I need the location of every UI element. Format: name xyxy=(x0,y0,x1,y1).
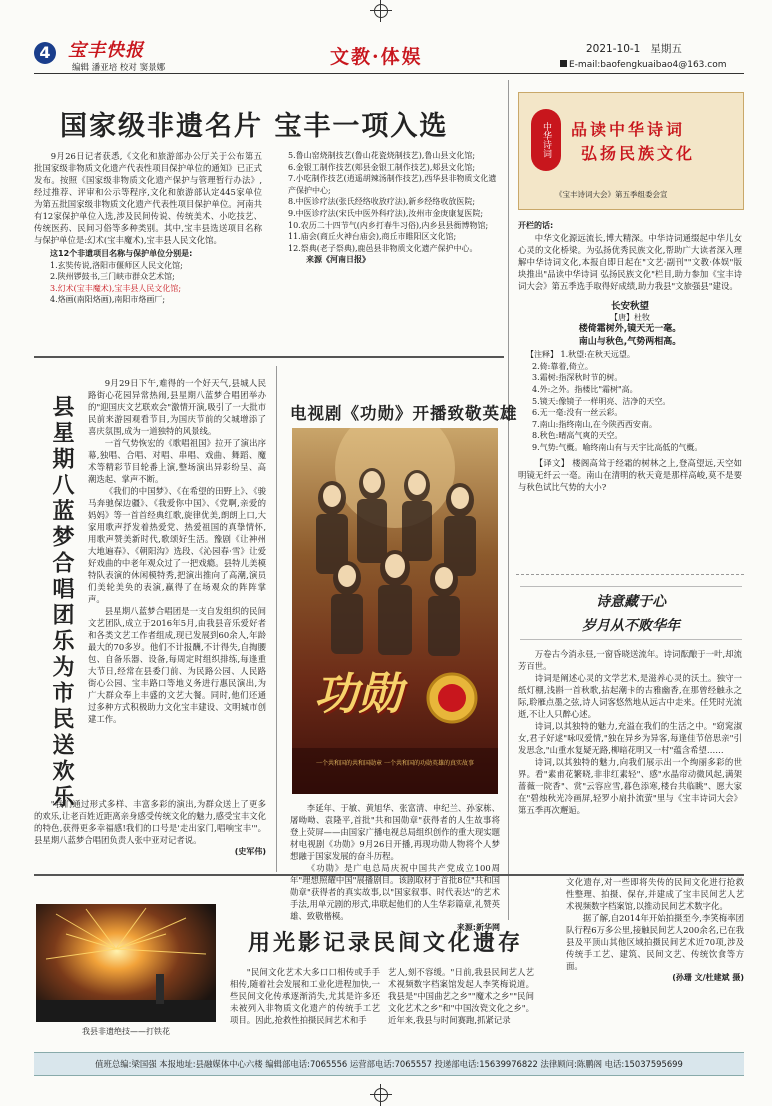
sidebar-intro xyxy=(518,220,742,493)
article4-col1 xyxy=(230,966,380,1026)
essay-paragraph: 万卷古今消永昼,一窗昏晓送流年。诗词酝酿于一叶,却流芳百世。 xyxy=(518,649,742,671)
article4-paragraph: "民间文化艺术大多口口相传或手手相传,随着社会发展和工业化进程加快,一些民间文化传承逐渐消失,尤其是许多还未被列入非物质文化遗产的传统手工艺项目。因此,抢救性拍摄民间艺术和手 xyxy=(230,967,380,1025)
registration-mark-bottom xyxy=(374,1088,388,1102)
article1-right-column xyxy=(272,150,500,266)
essay-body xyxy=(518,648,742,816)
article1-list-item: 10.农历二十四节气(内乡打春牛习俗),内乡县县衙博物馆; xyxy=(288,220,489,230)
sidebar-divider xyxy=(508,80,509,920)
article4-paragraph: 艺人,刻不容缓。"日前,我县民间艺人艺术视频数字档案馆发起人李笑梅说道。我县是"中国曲艺之乡""魔术之乡""民间文化艺术之乡"和"中国汝瓷文化之乡"。近年来,我县与时间赛跑,抓紧记录 xyxy=(388,967,534,1025)
square-bullet-icon xyxy=(560,60,567,67)
article1-list-item: 8.中医诊疗法(张氏经络收放疗法),新乡经络收放医院; xyxy=(288,197,476,207)
article1-list-item: 7.小吃制作技艺(逍遥胡辣汤制作技艺),西华县非物质文化遗产保护中心; xyxy=(288,174,497,195)
poster-caption: 一个共和国的共和国勋章 一个共和国的功勋英雄的真实故事 xyxy=(316,760,474,767)
article1-source: 来源《河南日报》 xyxy=(306,254,370,265)
poem-note: 3.霜树:指深秋时节的树。 xyxy=(532,373,623,383)
poetry-banner xyxy=(518,92,744,210)
poem-author: 【唐】杜牧 xyxy=(610,312,650,322)
article2-top-column xyxy=(88,377,266,725)
email-line xyxy=(560,60,726,70)
article1-left-column xyxy=(34,150,262,306)
poem-title: 长安秋望 xyxy=(610,300,649,312)
sparks-illustration xyxy=(36,904,216,1022)
poster-illustration xyxy=(292,428,498,794)
article3-text xyxy=(290,802,500,934)
banner-circle-badge: 中华诗词 xyxy=(531,109,561,171)
paper-logo: 宝丰快报 xyxy=(68,40,144,61)
article4-col3 xyxy=(566,876,744,984)
article2-divider xyxy=(276,366,277,872)
article3-source: 来源:新华网 xyxy=(456,923,500,932)
drama-poster xyxy=(292,428,498,794)
article1-list-item: 2.陕州锣鼓书,三门峡市群众艺术馆; xyxy=(50,272,175,282)
article1-list-item: 6.金银工制作技艺(郏县金银工制作技艺),郏县文化馆; xyxy=(288,162,476,172)
banner-line1: 品读中华诗词 xyxy=(571,120,686,139)
article1-list-item: 5.鲁山窑烧制技艺(鲁山花瓷烧制技艺),鲁山县文化馆; xyxy=(288,151,476,160)
article4-col2 xyxy=(388,966,534,1026)
article4-paragraph: 文化遗存,对一些即将失传的民间文化进行抢救性整理、拍摄、保存,并建成了宝丰民间艺人艺术视频数字档案馆,以推动民间艺术数字化。 xyxy=(566,877,744,911)
footer-text: 值班总编:梁国强 本报地址:县融媒体中心六楼 编辑部电话:7065556 运营部电话:7065557 投递部电话:15639976822 法律顾问:陈鹏阁 电话:15037595699 xyxy=(95,1059,683,1069)
poem-note: 【注释】 1.秋望:在秋天远望。 xyxy=(526,350,635,360)
article2-paragraph: "我们通过形式多样、丰富多彩的演出,为群众送上了更多的欢乐,让老百姓近距离亲身感受传统文化的魅力,感受宝丰文化的特色,获得更多幸福感!我们的口号是'走出家门,唱响宝丰'"。县星期八蓝梦合唱团负责人张中亚对记者说。 xyxy=(34,799,266,845)
registration-mark-top xyxy=(374,4,388,18)
article1-list-item-highlight: 3.幻术(宝丰魔术),宝丰县人民文化馆; xyxy=(50,283,182,293)
weekday-text: 星期五 xyxy=(650,43,682,55)
issue-date xyxy=(586,41,682,56)
poem-note: 8.秋色:晴高气爽的天空。 xyxy=(532,431,623,441)
header-rule xyxy=(34,73,744,74)
poem-line: 南山与秋色,气势两相高。 xyxy=(578,337,682,348)
article1-list-item-text: 12.祭典(老子祭典),鹿邑县非物质文化遗产保护中心。 xyxy=(288,243,478,253)
article3-paragraph: 《功勋》是广电总局庆祝中国共产党成立100周年"理想照耀中国"展播剧目。该剧取材于首批8位"共和国勋章"获得者的真实故事,以"国家叙事、时代表达"的艺术手法,用单元剧的形式,串联起他们的人生华彩篇章,礼赞英雄、致敬楷模。 xyxy=(290,863,500,921)
essay-title-box xyxy=(520,586,742,640)
article2-headline: 县星期八蓝梦合唱团乐为市民送欢乐 xyxy=(49,395,74,811)
article2-paragraph: 县星期八蓝梦合唱团是一支自发组织的民间文艺团队,成立于2016年5月,由我县音乐爱好者和各类文艺工作者组成,现已发展到60余人,年龄最大的70多岁。他们不计报酬,不计得失,自掏腰包、自备乐器、设备,每周定时组织排练,每逢重大节日,经常在县委门前、为民路公园、人民路街心公园、宝丰路口等地义务进行惠民演出,为广大群众奉上丰盛的文艺大餐。同时,他们还通过多种方式积极助力文化宝丰建设、文明城市创建工作。 xyxy=(88,606,266,724)
banner-subline: 《宝丰诗词大会》第五季组委会宣 xyxy=(555,190,668,199)
article4-byline: (孙珊 文/杜建斌 摄) xyxy=(672,973,744,982)
essay-paragraph: 诗词,以其独特的魅力,充溢在我们的生活之中。"窈窕淑女,君子好逑"咏叹爱情,"独在异乡为异客,每逢佳节倍思亲"引发思念,"山重水复疑无路,柳暗花明又一村"蕴含希望…… xyxy=(518,721,742,755)
poem-note: 4.外:之外。指楼比"霜树"高。 xyxy=(532,384,638,394)
essay-paragraph: 诗词是阐述心灵的文学艺术,是滋养心灵的沃土。独守一纸灯棚,浅斟一首秋歌,拈起潮卡的古雅幽香,在那曾经触永之际,聆雁点墨之弦,诗人词客悠然地从远古中走来。任凭时光流逝,不让人只醉心述。 xyxy=(518,673,742,719)
article2-paragraph: 《我们的中国梦》、《在希望的田野上》、《骏马奔驰保边疆》、《我爱你中国》、《党啊,亲爱的妈妈》等一首首经典红歌,旋律优美,朗朗上口,大家用歌声抒发着热爱党、热爱祖国的真挚情怀,用歌声赞美新时代,歌颂好生活。豫剧《让神州大地遍春》、《朝阳沟》选段、《沁园春·雪》让爱好戏曲的中老年观众过了一把戏瘾。县特儿美模特队表演的休闲模特秀,把演出推向了高潮,演员们美轮美奂的表演,赢得了在场观众的阵阵掌声。 xyxy=(88,486,266,604)
article1-headline: 国家级非遗名片 宝丰一项入选 xyxy=(60,111,449,142)
article2-bottom-block xyxy=(34,798,266,858)
article2-paragraph: 9月29日下午,难得的一个好天气,县城人民路街心花园异常热闹,县星期八蓝梦合唱团举办的"迎国庆文艺联欢会"激情开演,吸引了一大批市民前来游园观看节目,为国庆节前的父城增添了喜庆氛围,成为一道独特的风景线。 xyxy=(88,378,266,436)
article1-list-item: 11.庙会(商丘火神台庙会),商丘市睢阳区文化馆; xyxy=(288,232,457,242)
essay-title2: 岁月从不败华年 xyxy=(582,618,680,634)
intro-title: 开栏的话: xyxy=(518,221,554,230)
poem-note: 5.镜天:像镜子一样明亮、洁净的天空。 xyxy=(532,396,671,406)
article2-byline: (史军伟) xyxy=(234,847,266,856)
article1-list-item xyxy=(272,243,500,266)
article1-list-title: 这12个非遗项目名称与保护单位分别是: xyxy=(50,249,193,258)
article1-list-item: 1.玄奘传说,洛阳市偃师区人民文化馆; xyxy=(50,260,183,270)
essay-title1: 诗意藏于心 xyxy=(596,594,666,610)
article1-list-item: 4.烙画(南阳烙画),南阳市烙画厂; xyxy=(50,295,166,305)
banner-line2: 弘扬民族文化 xyxy=(581,144,696,163)
email-text: E-mail:baofengkuaibao4@163.com xyxy=(569,60,727,70)
article3-paragraph: 李延年、于敏、黄旭华、张富清、申纪兰、孙家栋、屠呦呦、袁隆平,首批"共和国勋章"获得者的人生故事将登上荧屏——由国家广播电视总局组织创作的重大现实题材电视剧《功勋》9月26日开播,再现功勋人物将个人梦想融于国家发展的奋斗历程。 xyxy=(290,803,500,861)
article4-headline: 用光影记录民间文化遗存 xyxy=(248,930,524,956)
poem-note: 7.南山:指终南山,在今陕西西安南。 xyxy=(532,419,657,429)
article2-paragraph: 一首气势恢宏的《歌唱祖国》拉开了演出序幕,独唱、合唱、对唱、串唱、戏曲、舞蹈、魔术等精彩节目轮番上演,整场演出异彩纷呈、高潮迭起、掌声不断。 xyxy=(88,438,266,484)
essay-paragraph: 诗词,以其独特的魅力,向我们展示出一个绚丽多彩的世界。看"素甫花繁晓,非非红素轻"、感"水晶帘动微风起,满架蔷薇一院香"、赏"云容应雪,暮色添寒,楼台共临眺"、愿大家在"碧烛秋光冷画屏,轻罗小扇扑流萤"里与《宝丰诗词大会》第五季再次邂逅。 xyxy=(518,757,742,815)
article1-body: 9月26日记者获悉,《文化和旅游部办公厅关于公布第五批国家级非物质文化遗产代表性项目保护单位的通知》已正式发布。按照《国家级非物质文化遗产保护与管理暂行办法》,经过推荐、评审和公示等程序,文化和旅游部认定445家单位为第五批国家级非物质文化遗产代表性项目保护单位。河南共有12家保护单位入选,涉及民间传说、传统美术、小吃技艺、传统医药、民间习俗等多种类别。其中,宝丰县选送项目名称与保护单位是:幻术(宝丰魔术),宝丰县人民文化馆。 xyxy=(34,151,262,245)
article1-list-item: 9.中医诊疗法(宋氏中医外科疗法),汝州市金庚康复医院; xyxy=(288,208,484,218)
footer-bar xyxy=(34,1052,744,1076)
poem-note: 6.无一毫:没有一丝云彩。 xyxy=(532,408,623,418)
poem-line: 楼倚霜树外,镜天无一毫。 xyxy=(578,324,682,335)
section-title: 文教·体娱 xyxy=(330,46,423,68)
sidebar-dashed-rule xyxy=(516,574,744,575)
poem-note: 2.倚:靠着,倚立。 xyxy=(532,361,593,371)
date-text: 2021-10-1 xyxy=(586,43,641,55)
article1-divider xyxy=(34,356,504,358)
poster-title: 功勋 xyxy=(314,669,402,720)
iron-flower-photo xyxy=(36,904,216,1022)
photo-caption: 我县非遗绝技——打铁花 xyxy=(82,1027,170,1036)
page-number: 4 xyxy=(39,43,51,62)
poem-translation: 【译文】 楼阁高耸于经霜的树林之上,登高望远,天空如明镜无纤云一毫。南山在清明的秋天竟是那样高峻,莫不是要与秋色试比气势的大小? xyxy=(518,457,742,492)
intro-body: 中华文化源远流长,博大精深。中华诗词通缀起中华儿女心灵的文化桥梁。为弘扬优秀民族文化,帮助广大读者深入理解中华诗词文化,本报自即日起在"文艺·副刊""文教·体娱"版块推出"品读中华诗词 弘扬民族文化"栏目,助力参加《宝丰诗词大会》第五季选手取得好成绩,助力我县"文旅强县"建设。 xyxy=(518,232,742,291)
poem-note: 9.气势:气概。喻终南山有与天宇比高低的气概。 xyxy=(532,442,703,452)
article4-paragraph: 据了解,自2014年开始拍摄至今,李笑梅率团队行程6万多公里,接触民间艺人200余名,已在我县及平顶山其他区域拍摄民间艺术近70项,涉及传统手工艺、建筑、民间文艺、传统饮食等方面。 xyxy=(566,913,744,971)
page-number-badge xyxy=(34,42,56,64)
editor-line: 编辑 潘亚培 校对 窦景娜 xyxy=(72,63,166,73)
article3-headline: 电视剧《功勋》开播致敬英雄 xyxy=(290,404,518,423)
